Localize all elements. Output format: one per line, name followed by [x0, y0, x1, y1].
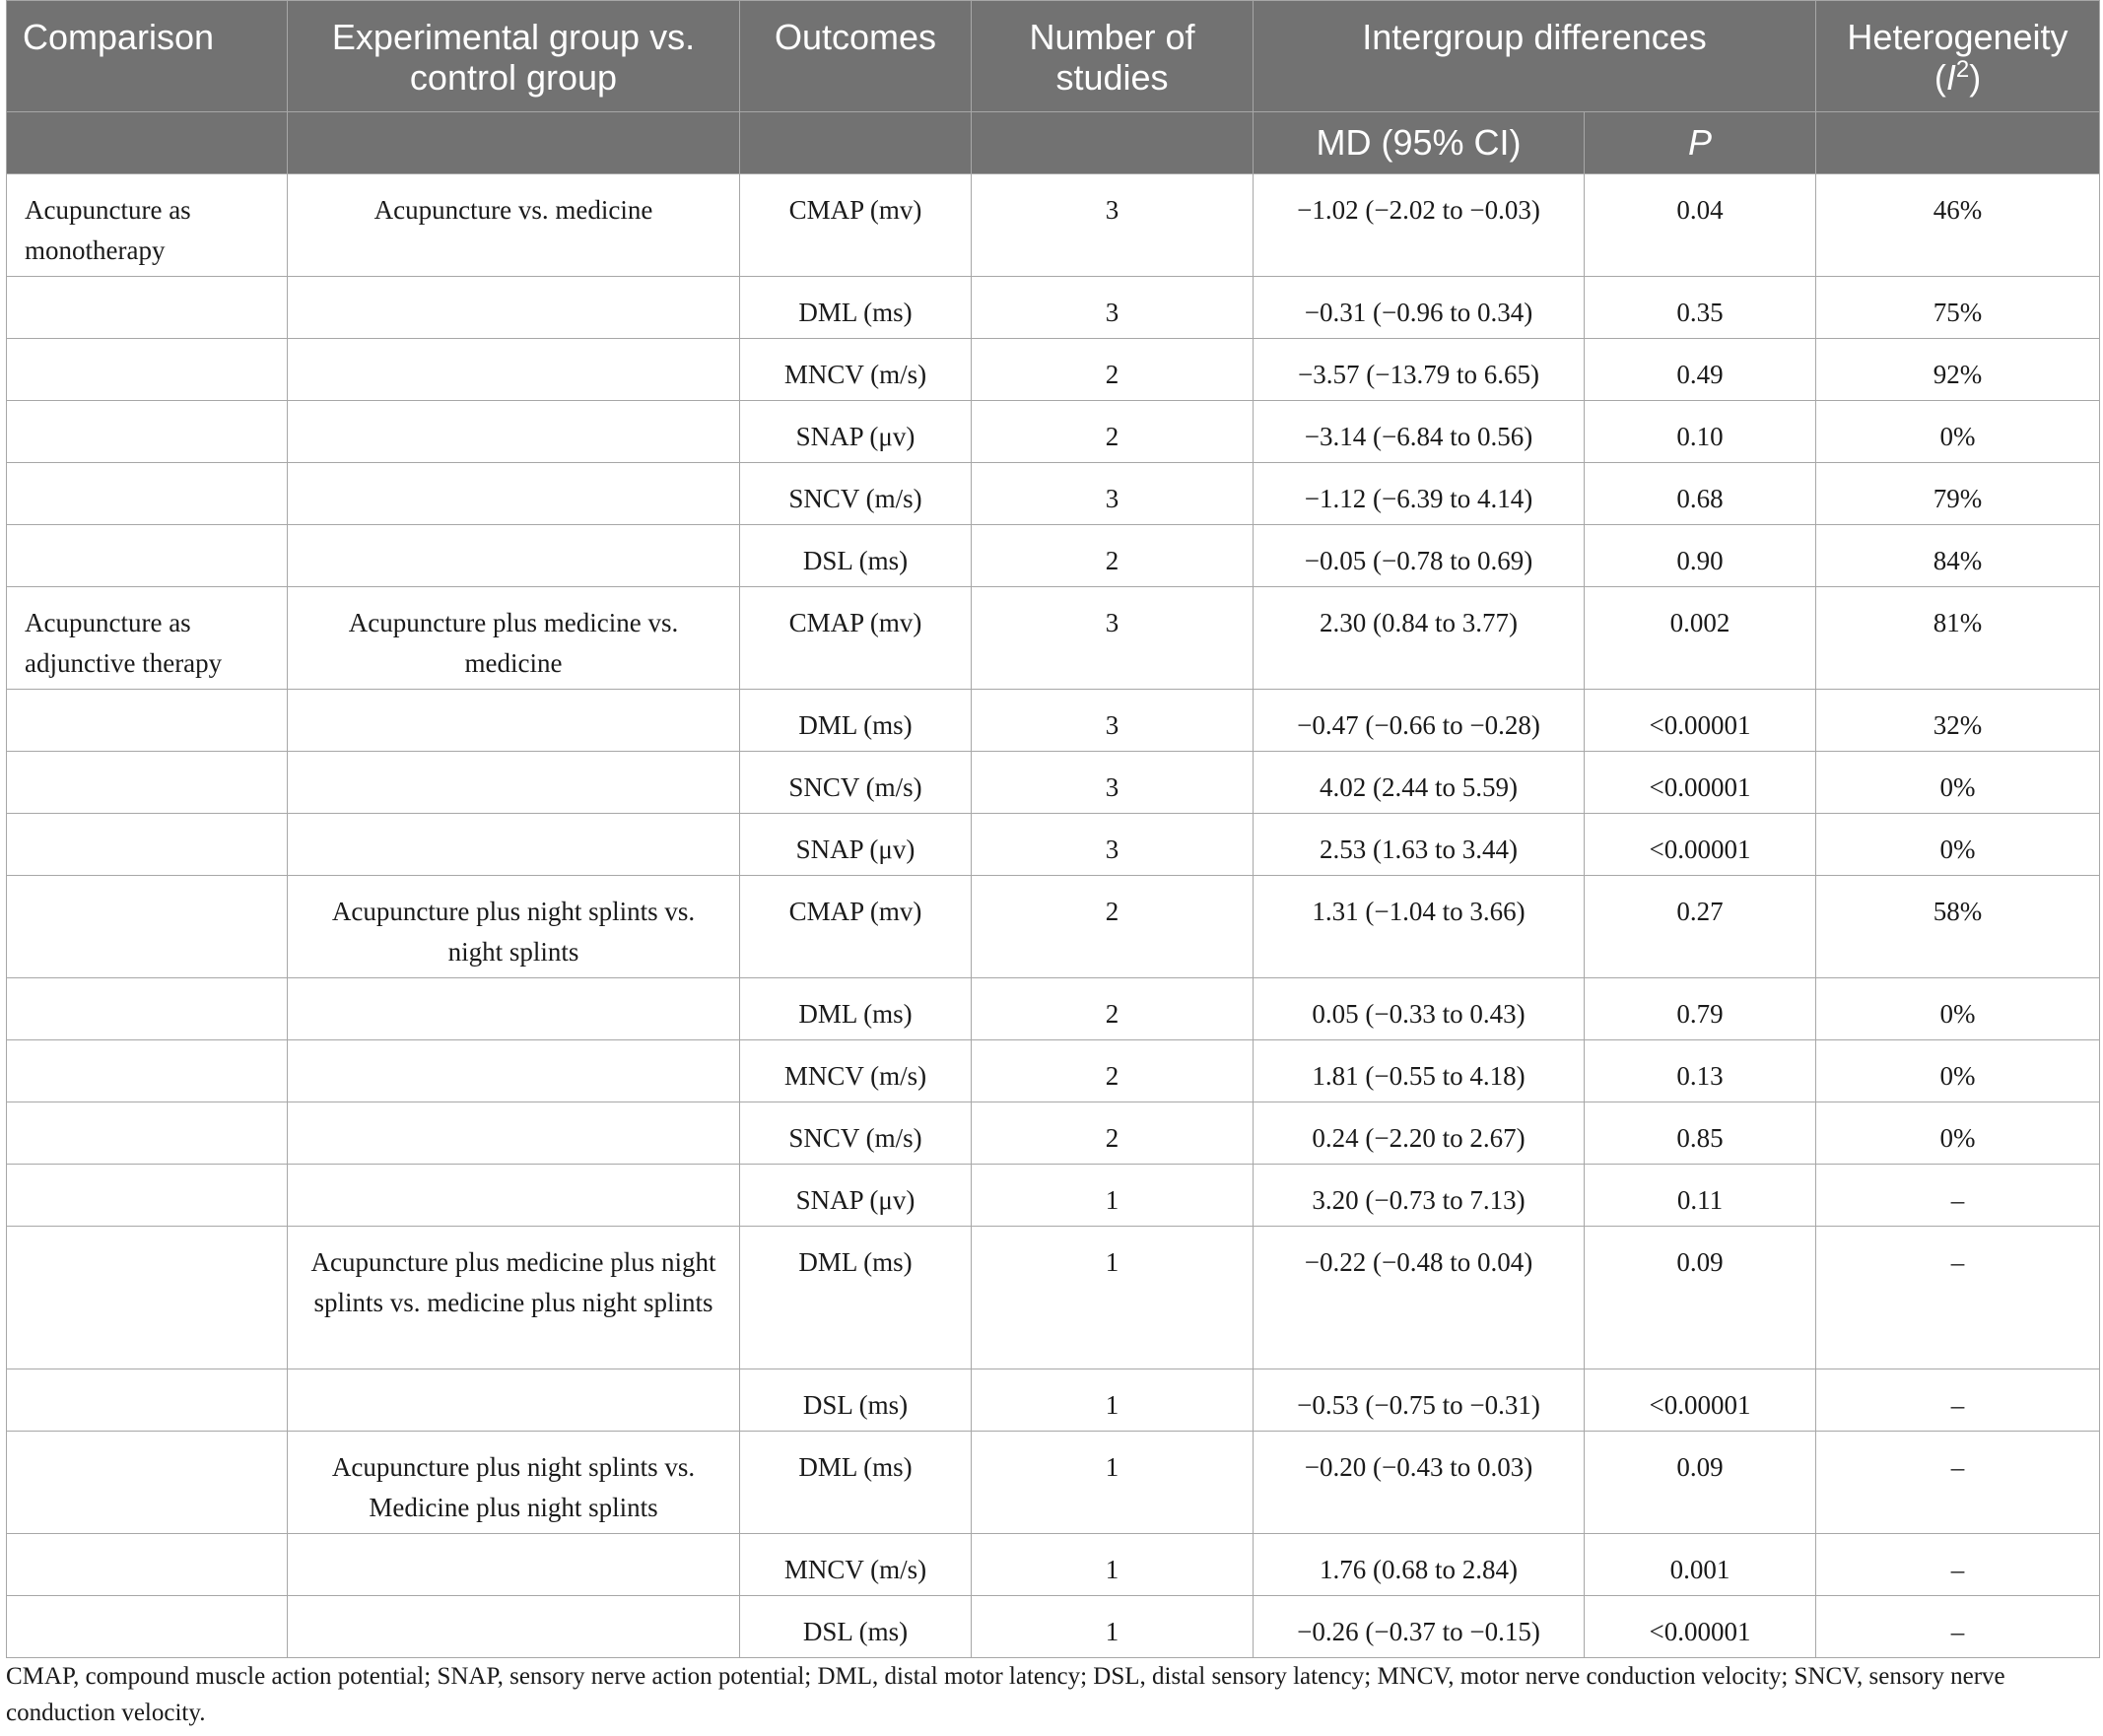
cell-heterogeneity: 0%: [1816, 978, 2100, 1040]
cell-md: 0.24 (−2.20 to 2.67): [1254, 1102, 1585, 1165]
cell-md: 0.05 (−0.33 to 0.43): [1254, 978, 1585, 1040]
cell-comparison: [7, 1040, 288, 1102]
table-row: [7, 978, 2100, 1040]
header-comparison: Comparison: [7, 1, 288, 112]
cell-comparison: [7, 1596, 288, 1658]
cell-studies: 1: [972, 1596, 1254, 1658]
cell-md: −3.14 (−6.84 to 0.56): [1254, 401, 1585, 463]
cell-heterogeneity: 0%: [1816, 401, 2100, 463]
cell-comparison: [7, 1165, 288, 1227]
p-symbol: P: [1687, 122, 1712, 163]
table-row: [7, 1102, 2100, 1165]
table-body: [7, 174, 2100, 1658]
heterogeneity-label: Heterogeneity: [1847, 17, 2069, 57]
cell-outcome: DSL (ms): [740, 525, 972, 587]
cell-studies: 3: [972, 277, 1254, 339]
cell-outcome: MNCV (m/s): [740, 1040, 972, 1102]
subheader-empty: [1816, 112, 2100, 174]
cell-studies: 2: [972, 1040, 1254, 1102]
subheader-p: [1585, 112, 1816, 174]
cell-md: −0.47 (−0.66 to −0.28): [1254, 690, 1585, 752]
cell-p: 0.79: [1585, 978, 1816, 1040]
cell-group: [288, 339, 740, 401]
cell-heterogeneity: 58%: [1816, 876, 2100, 978]
cell-studies: 3: [972, 463, 1254, 525]
cell-studies: 3: [972, 690, 1254, 752]
subheader-row: [7, 112, 2100, 174]
cell-p: <0.00001: [1585, 1369, 1816, 1432]
cell-comparison: [7, 1432, 288, 1534]
cell-studies: 2: [972, 401, 1254, 463]
table-row: [7, 752, 2100, 814]
table-row: [7, 690, 2100, 752]
cell-outcome: SNCV (m/s): [740, 463, 972, 525]
cell-comparison: [7, 690, 288, 752]
cell-outcome: SNAP (μv): [740, 401, 972, 463]
cell-studies: 1: [972, 1369, 1254, 1432]
subheader-empty: [972, 112, 1254, 174]
cell-md: −1.02 (−2.02 to −0.03): [1254, 174, 1585, 277]
cell-comparison: [7, 814, 288, 876]
cell-group: [288, 690, 740, 752]
cell-outcome: MNCV (m/s): [740, 1534, 972, 1596]
cell-studies: 1: [972, 1227, 1254, 1369]
cell-heterogeneity: 75%: [1816, 277, 2100, 339]
cell-md: −0.22 (−0.48 to 0.04): [1254, 1227, 1585, 1369]
subheader-empty: [7, 112, 288, 174]
cell-p: 0.09: [1585, 1227, 1816, 1369]
cell-md: 1.81 (−0.55 to 4.18): [1254, 1040, 1585, 1102]
subheader-md: MD (95% CI): [1254, 112, 1585, 174]
table-row: [7, 587, 2100, 690]
table-row: [7, 525, 2100, 587]
cell-studies: 2: [972, 978, 1254, 1040]
table-row: [7, 1227, 2100, 1369]
results-table: [6, 0, 2100, 1658]
cell-outcome: CMAP (mv): [740, 876, 972, 978]
cell-group: [288, 1534, 740, 1596]
cell-group: [288, 1369, 740, 1432]
cell-comparison: Acupuncture as monotherapy: [7, 174, 288, 277]
cell-group: [288, 1102, 740, 1165]
cell-heterogeneity: 46%: [1816, 174, 2100, 277]
heterogeneity-symbol: I: [1945, 57, 1956, 98]
cell-comparison: [7, 339, 288, 401]
cell-p: 0.27: [1585, 876, 1816, 978]
cell-md: −0.20 (−0.43 to 0.03): [1254, 1432, 1585, 1534]
cell-p: 0.35: [1585, 277, 1816, 339]
cell-heterogeneity: 84%: [1816, 525, 2100, 587]
cell-heterogeneity: –: [1816, 1227, 2100, 1369]
results-table-container: [6, 0, 2099, 1658]
cell-studies: 1: [972, 1534, 1254, 1596]
cell-heterogeneity: 0%: [1816, 1040, 2100, 1102]
cell-comparison: [7, 277, 288, 339]
cell-studies: 3: [972, 587, 1254, 690]
cell-comparison: [7, 1369, 288, 1432]
cell-comparison: [7, 1227, 288, 1369]
cell-md: 2.53 (1.63 to 3.44): [1254, 814, 1585, 876]
table-row: [7, 1432, 2100, 1534]
cell-p: 0.13: [1585, 1040, 1816, 1102]
cell-md: 3.20 (−0.73 to 7.13): [1254, 1165, 1585, 1227]
cell-studies: 2: [972, 1102, 1254, 1165]
cell-p: 0.85: [1585, 1102, 1816, 1165]
table-row: [7, 339, 2100, 401]
cell-md: −0.26 (−0.37 to −0.15): [1254, 1596, 1585, 1658]
cell-group: Acupuncture plus night splints vs. Medicine plus night splints: [288, 1432, 740, 1534]
cell-md: −3.57 (−13.79 to 6.65): [1254, 339, 1585, 401]
table-row: [7, 814, 2100, 876]
cell-outcome: CMAP (mv): [740, 174, 972, 277]
cell-comparison: [7, 1534, 288, 1596]
cell-heterogeneity: –: [1816, 1369, 2100, 1432]
cell-outcome: DML (ms): [740, 277, 972, 339]
cell-studies: 3: [972, 174, 1254, 277]
table-row: [7, 174, 2100, 277]
cell-group: Acupuncture plus medicine plus night splints vs. medicine plus night splints: [288, 1227, 740, 1369]
cell-group: [288, 277, 740, 339]
cell-heterogeneity: 0%: [1816, 752, 2100, 814]
cell-md: −0.53 (−0.75 to −0.31): [1254, 1369, 1585, 1432]
cell-studies: 2: [972, 525, 1254, 587]
cell-heterogeneity: 81%: [1816, 587, 2100, 690]
cell-comparison: [7, 525, 288, 587]
cell-heterogeneity: –: [1816, 1596, 2100, 1658]
cell-heterogeneity: 32%: [1816, 690, 2100, 752]
cell-studies: 2: [972, 876, 1254, 978]
cell-heterogeneity: –: [1816, 1432, 2100, 1534]
cell-group: Acupuncture plus night splints vs. night splints: [288, 876, 740, 978]
cell-comparison: Acupuncture as adjunctive therapy: [7, 587, 288, 690]
cell-outcome: SNCV (m/s): [740, 1102, 972, 1165]
cell-group: [288, 1165, 740, 1227]
cell-outcome: SNAP (μv): [740, 1165, 972, 1227]
cell-p: 0.10: [1585, 401, 1816, 463]
cell-heterogeneity: 92%: [1816, 339, 2100, 401]
cell-heterogeneity: 0%: [1816, 1102, 2100, 1165]
cell-md: 4.02 (2.44 to 5.59): [1254, 752, 1585, 814]
heterogeneity-superscript: 2: [1955, 56, 1970, 83]
cell-p: 0.001: [1585, 1534, 1816, 1596]
cell-p: <0.00001: [1585, 814, 1816, 876]
cell-comparison: [7, 752, 288, 814]
cell-comparison: [7, 876, 288, 978]
cell-group: [288, 978, 740, 1040]
header-outcomes: Outcomes: [740, 1, 972, 112]
table-row: [7, 1596, 2100, 1658]
cell-comparison: [7, 463, 288, 525]
subheader-empty: [288, 112, 740, 174]
table-row: [7, 1040, 2100, 1102]
cell-studies: 3: [972, 752, 1254, 814]
cell-outcome: DSL (ms): [740, 1596, 972, 1658]
cell-p: 0.11: [1585, 1165, 1816, 1227]
cell-comparison: [7, 1102, 288, 1165]
header-heterogeneity: Heterogeneity $(I^2)$: [1816, 1, 2100, 112]
cell-p: <0.00001: [1585, 1596, 1816, 1658]
cell-group: Acupuncture plus medicine vs. medicine: [288, 587, 740, 690]
cell-group: Acupuncture vs. medicine: [288, 174, 740, 277]
cell-comparison: [7, 978, 288, 1040]
cell-p: 0.68: [1585, 463, 1816, 525]
cell-outcome: DML (ms): [740, 1227, 972, 1369]
cell-p: 0.04: [1585, 174, 1816, 277]
table-row: [7, 876, 2100, 978]
cell-heterogeneity: –: [1816, 1165, 2100, 1227]
header-number-of-studies: Number of studies: [972, 1, 1254, 112]
cell-studies: 2: [972, 339, 1254, 401]
table-footnote: CMAP, compound muscle action potential; SNAP, sensory nerve action potential; DML, distal motor latency; DSL, distal sensory latency; MNCV, motor nerve conduction velocity; SNCV, sensory nerve conduction velocity.: [6, 1663, 2005, 1726]
table-row: [7, 277, 2100, 339]
cell-group: [288, 1596, 740, 1658]
cell-outcome: DML (ms): [740, 978, 972, 1040]
cell-md: −0.31 (−0.96 to 0.34): [1254, 277, 1585, 339]
table-row: [7, 1534, 2100, 1596]
table-row: [7, 1165, 2100, 1227]
cell-p: 0.002: [1585, 587, 1816, 690]
cell-outcome: DML (ms): [740, 690, 972, 752]
cell-studies: 3: [972, 814, 1254, 876]
cell-outcome: DML (ms): [740, 1432, 972, 1534]
cell-studies: 1: [972, 1165, 1254, 1227]
cell-heterogeneity: 0%: [1816, 814, 2100, 876]
cell-group: [288, 463, 740, 525]
cell-p: 0.49: [1585, 339, 1816, 401]
cell-p: 0.90: [1585, 525, 1816, 587]
header-intergroup-differences: Intergroup differences: [1254, 1, 1816, 112]
header-row: [7, 1, 2100, 112]
cell-p: 0.09: [1585, 1432, 1816, 1534]
cell-md: 2.30 (0.84 to 3.77): [1254, 587, 1585, 690]
cell-outcome: SNCV (m/s): [740, 752, 972, 814]
cell-group: [288, 814, 740, 876]
cell-p: <0.00001: [1585, 752, 1816, 814]
cell-p: <0.00001: [1585, 690, 1816, 752]
cell-group: [288, 401, 740, 463]
cell-md: 1.31 (−1.04 to 3.66): [1254, 876, 1585, 978]
cell-outcome: CMAP (mv): [740, 587, 972, 690]
cell-outcome: MNCV (m/s): [740, 339, 972, 401]
cell-group: [288, 752, 740, 814]
header-groups: Experimental group vs. control group: [288, 1, 740, 112]
cell-md: 1.76 (0.68 to 2.84): [1254, 1534, 1585, 1596]
cell-outcome: DSL (ms): [740, 1369, 972, 1432]
table-row: [7, 401, 2100, 463]
cell-group: [288, 525, 740, 587]
cell-outcome: SNAP (μv): [740, 814, 972, 876]
cell-heterogeneity: 79%: [1816, 463, 2100, 525]
table-row: [7, 463, 2100, 525]
cell-comparison: [7, 401, 288, 463]
cell-group: [288, 1040, 740, 1102]
cell-studies: 1: [972, 1432, 1254, 1534]
table-row: [7, 1369, 2100, 1432]
cell-heterogeneity: –: [1816, 1534, 2100, 1596]
cell-md: −1.12 (−6.39 to 4.14): [1254, 463, 1585, 525]
subheader-empty: [740, 112, 972, 174]
cell-md: −0.05 (−0.78 to 0.69): [1254, 525, 1585, 587]
